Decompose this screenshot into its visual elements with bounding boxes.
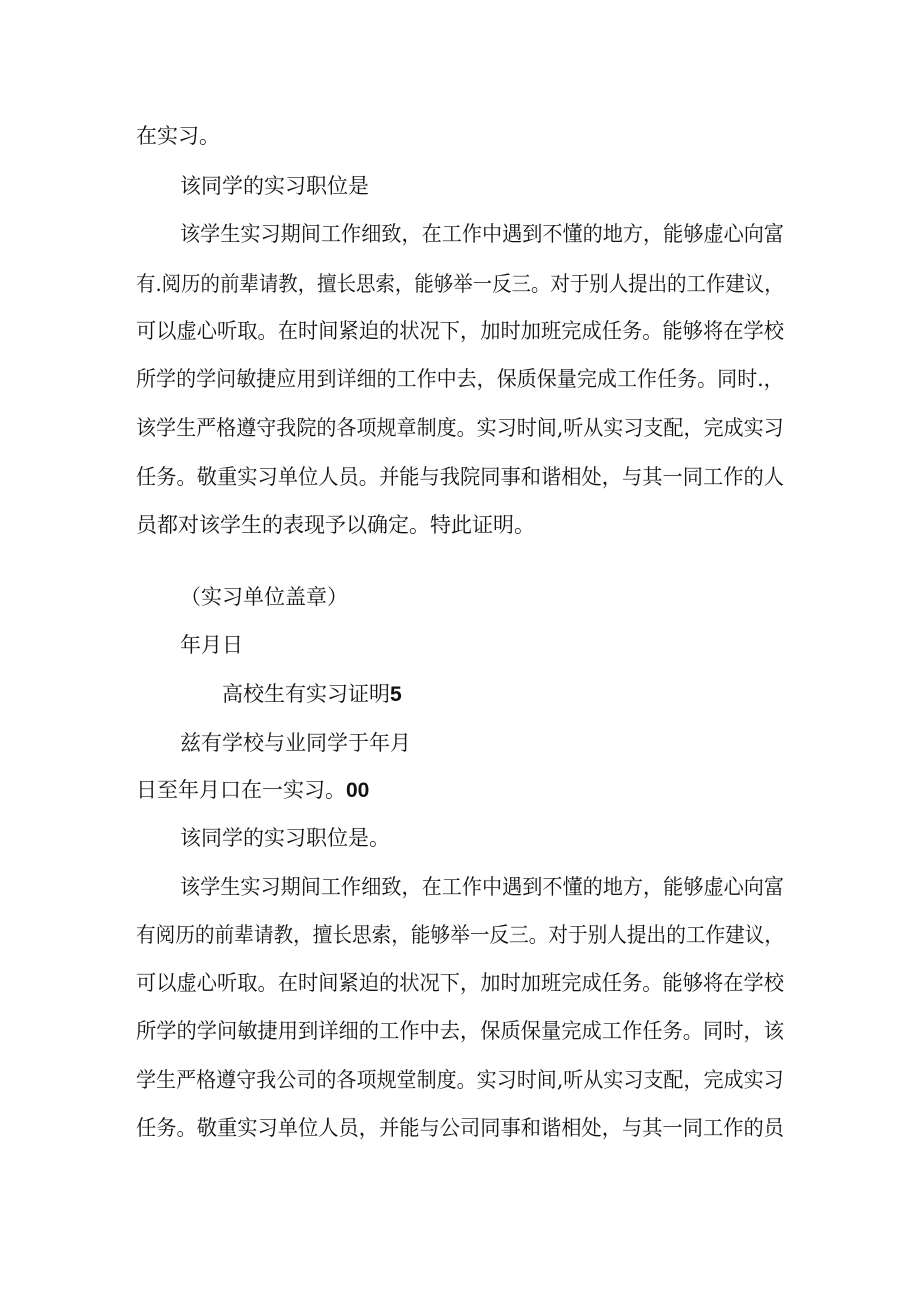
paragraph-line: 有.阅历的前辈请教，擅长思索，能够举一反三。对于别人提出的工作建议，: [136, 272, 784, 296]
paragraph-line: 该学生实习期间工作细致，在工作中遇到不懂的地方，能够虚心向富: [180, 222, 784, 246]
paragraph-line: 可以虚心听取。在时间紧迫的状况下，加时加班完成任务。能够将在学校: [136, 319, 785, 343]
text-line: 在实习。: [136, 124, 220, 148]
position-line: 该同学的实习职位是: [180, 174, 369, 198]
date-line: 年月日: [180, 633, 243, 657]
section-number: 5: [390, 683, 402, 706]
paragraph-line: 员都对该学生的表现予以确定。特此证明。: [136, 513, 535, 537]
paragraph-line: 学生严格遵守我公司的各项规堂制度。实习时间,听从实习支配，完成实习: [136, 1068, 784, 1092]
paragraph-line: 该学生实习期间工作细致，在工作中遇到不懂的地方，能够虚心向富: [180, 875, 784, 899]
seal-label: （实习单位盖章）: [180, 585, 348, 609]
section-title-text: 高校生有实习证明: [222, 682, 390, 706]
paragraph-line: 该学生严格遵守我院的各项规章制度。实习时间,听从实习支配，完成实习: [136, 416, 784, 440]
intro-line: [136, 775, 369, 806]
section-title: [222, 679, 402, 710]
paragraph-line: 有阅历的前辈请教，擅长思索，能够举一反三。对于别人提出的工作建议，: [136, 923, 785, 947]
intro-line: 兹有学校与业同学于年月: [180, 731, 411, 755]
paragraph-line: 所学的学问敏捷应用到详细的工作中去，保质保量完成工作任务。同时.，: [136, 367, 784, 391]
paragraph-line: 所学的学问敏捷用到详细的工作中去，保质保量完成工作任务。同时，该: [136, 1019, 785, 1043]
intro-text: 日至年月口在一实习。: [136, 778, 346, 802]
intro-number: 00: [346, 779, 370, 802]
paragraph-line: 可以虚心听取。在时间紧迫的状况下，加时加班完成任务。能够将在学校: [136, 971, 785, 995]
paragraph-line: 任务。敬重实习单位人员，并能与公司同事和谐相处，与其一同工作的员: [136, 1116, 785, 1140]
paragraph-line: 任务。敬重实习单位人员。并能与我院同事和谐相处，与其一同工作的人: [136, 465, 785, 489]
position-line: 该同学的实习职位是。: [180, 826, 390, 850]
